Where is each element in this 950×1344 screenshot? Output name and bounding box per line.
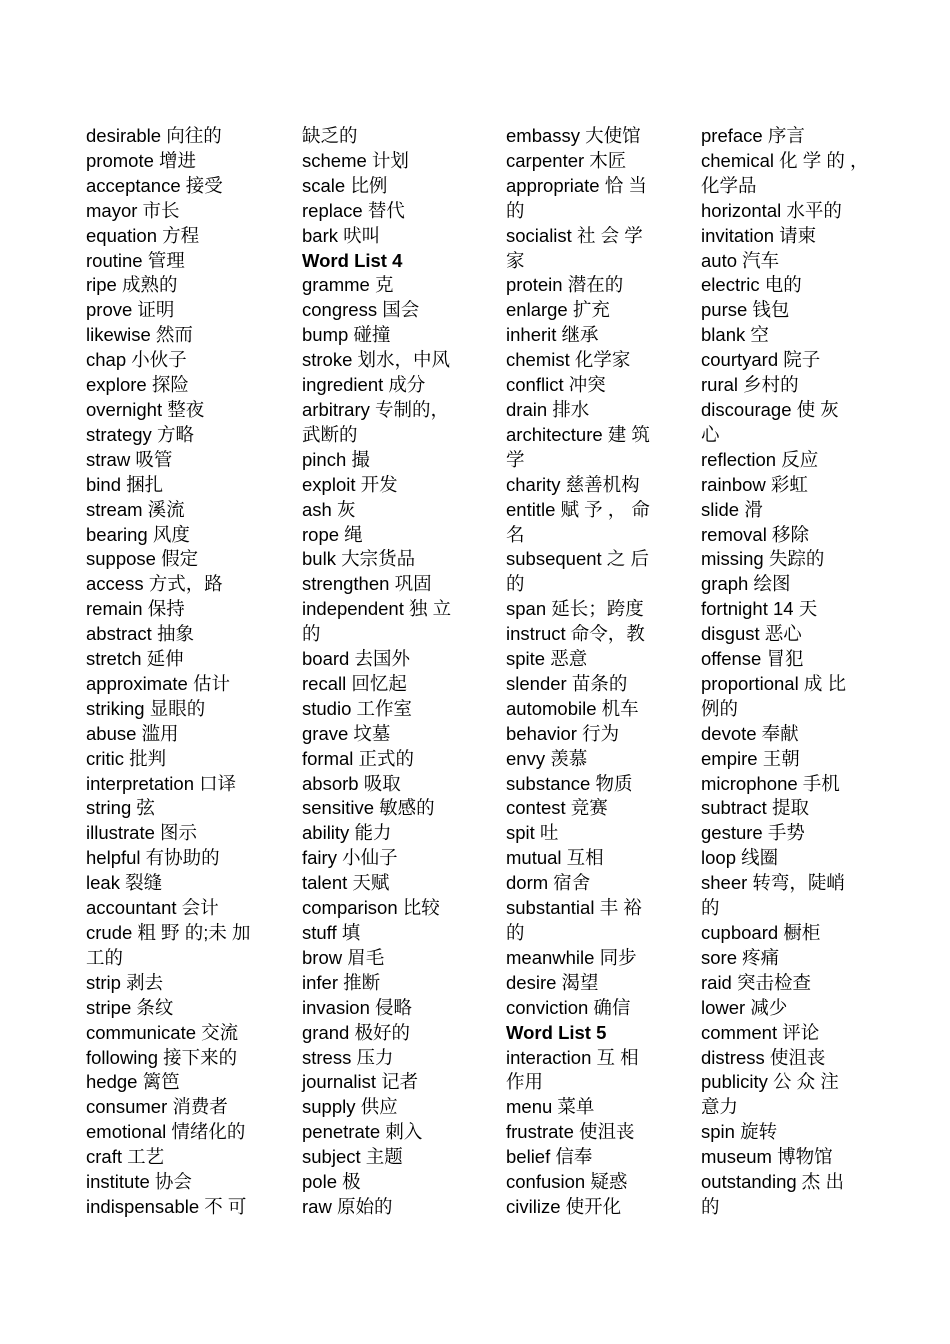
vocab-entry: chap 小伙子 [86,349,187,371]
vocab-entry: talent 天赋 [302,872,390,894]
vocab-entry: confusion 疑惑 [506,1171,628,1193]
vocab-entry: comparison 比较 [302,897,440,919]
vocab-entry: publicity 公 众 注 [701,1071,839,1093]
vocab-entry: critic 批判 [86,747,167,769]
vocab-entry: chemical 化 学 的 ， [701,149,869,171]
vocab-entry: explore 探险 [86,374,189,396]
vocab-entry: stretch 延伸 [86,648,184,670]
vocab-entry: devote 奉献 [701,722,799,744]
vocab-entry: distress 使沮丧 [701,1046,826,1068]
vocab-entry: rope 绳 [302,523,363,545]
vocab-entry: craft 工艺 [86,1146,165,1168]
vocab-entry: grand 极好的 [302,1021,410,1043]
vocab-entry: indispensable 不 可 [86,1195,247,1217]
vocab-entry: bark 吠叫 [302,224,381,246]
vocab-entry: charity 慈善机构 [506,473,640,495]
vocab-entry: stress 压力 [302,1046,394,1068]
vocab-entry: arbitrary 专制的， [302,398,449,420]
vocab-entry: prove 证明 [86,299,175,321]
vocab-entry: mayor 市长 [86,199,180,221]
vocab-entry: interaction 互 相 [506,1046,639,1068]
vocab-entry: independent 独 立 [302,598,452,620]
vocab-entry: graph 绘图 [701,573,791,595]
vocab-entry: stream 溪流 [86,498,185,520]
vocab-entry: civilize 使开化 [506,1195,622,1217]
vocab-entry: suppose 假定 [86,548,199,570]
vocab-entry: scale 比例 [302,174,388,196]
vocab-entry: pole 极 [302,1171,361,1193]
vocab-entry: contest 竞赛 [506,797,608,819]
vocab-entry: loop 线圈 [701,847,779,869]
vocab-entry: missing 失踪的 [701,548,825,570]
vocab-entry: removal 移除 [701,523,809,545]
vocab-entry: conflict 冲突 [506,374,606,396]
vocab-entry: crude 粗 野 的;未 加 [86,922,251,943]
vocab-entry: slender 苗条的 [506,672,628,694]
vocab-entry: subsequent 之 后 [506,548,649,570]
vocab-entry: 化学品 [701,174,757,196]
vocab-entry: likewise 然而 [86,324,193,346]
vocab-entry: routine 管理 [86,249,185,271]
vocab-entry: invasion 侵略 [302,996,413,1018]
vocab-entry: 的 [506,573,525,595]
vocab-entry: recall 回忆起 [302,672,407,694]
vocab-entry: rural 乡村的 [701,374,799,396]
vocab-entry: stuff 填 [302,922,361,943]
vocab-entry: span 延长；跨度 [506,598,644,620]
vocab-entry: gesture 手势 [701,822,805,844]
vocab-entry: 武断的 [302,423,358,445]
vocab-entry: scheme 计划 [302,149,409,171]
vocab-entry: slide 滑 [701,498,763,520]
vocab-entry: substantial 丰 裕 [506,897,642,919]
vocab-entry: following 接下来的 [86,1046,238,1068]
vocab-entry: mutual 互相 [506,847,604,869]
vocab-entry: string 弦 [86,797,155,819]
vocab-entry: 的 [701,1195,720,1217]
vocab-entry: 家 [506,249,525,271]
vocab-entry: access 方式，路 [86,573,223,595]
vocab-entry: bearing 风度 [86,523,190,545]
vocab-entry: ash 灰 [302,498,356,520]
vocab-entry: strengthen 巩固 [302,573,432,595]
vocab-entry: empire 王朝 [701,747,800,769]
vocab-entry: fairy 小仙子 [302,847,398,869]
vocab-entry: penetrate 刺入 [302,1121,423,1143]
vocab-entry: raw 原始的 [302,1195,393,1217]
vocab-entry: lower 减少 [701,996,788,1018]
vocab-entry: preface 序言 [701,125,805,146]
vocab-entry: menu 菜单 [506,1096,595,1118]
vocab-entry: 心 [701,423,720,445]
vocab-entry: meanwhile 同步 [506,946,637,968]
vocab-entry: 的 [506,922,525,943]
vocab-entry: frustrate 使沮丧 [506,1121,635,1143]
vocab-entry: bulk 大宗货品 [302,548,416,570]
vocab-entry: envy 羡慕 [506,747,588,769]
vocab-entry: interpretation 口译 [86,772,237,794]
vocab-entry: appropriate 恰 当 [506,174,647,196]
vocab-entry: subject 主题 [302,1146,403,1168]
vocab-entry: stripe 条纹 [86,996,174,1018]
vocab-entry: stroke 划水，中风 [302,349,451,371]
vocab-entry: journalist 记者 [302,1071,419,1093]
vocab-entry: disgust 恶心 [701,623,802,645]
vocab-entry: comment 评论 [701,1021,820,1043]
vocab-entry: chemist 化学家 [506,349,631,371]
vocab-entry: inherit 继承 [506,324,599,346]
vocab-entry: brow 眉毛 [302,946,385,968]
vocab-entry: communicate 交流 [86,1021,239,1043]
vocab-entry: studio 工作室 [302,697,413,719]
vocab-entry: substance 物质 [506,772,633,794]
vocab-entry: supply 供应 [302,1096,398,1118]
vocab-entry: abuse 滥用 [86,722,179,744]
vocab-entry: belief 信奉 [506,1146,593,1168]
vocab-entry: microphone 手机 [701,772,840,794]
vocab-entry: equation 方程 [86,224,200,246]
vocab-entry: pinch 撮 [302,448,370,470]
word-list-heading: Word List 5 [506,1021,607,1043]
vocab-entry: desire 渴望 [506,971,599,993]
vocab-entry: 例的 [701,697,739,719]
vocab-entry: auto 汽车 [701,249,780,271]
vocab-entry: acceptance 接受 [86,174,223,196]
vocab-entry: congress 国会 [302,299,420,321]
vocab-entry: ripe 成熟的 [86,274,178,296]
vocab-entry: embassy 大使馆 [506,125,641,146]
vocab-entry: drain 排水 [506,398,590,420]
vocab-entry: outstanding 杰 出 [701,1171,844,1193]
vocab-entry: socialist 社 会 学 [506,224,643,246]
vocab-entry: leak 裂缝 [86,872,163,894]
vocab-entry: exploit 开发 [302,473,398,495]
vocab-entry: sheer 转弯，陡峭 [701,872,845,894]
vocab-entry: carpenter 木匠 [506,149,627,171]
vocab-entry: 作用 [506,1071,544,1093]
vocab-entry: board 去国外 [302,648,410,670]
vocab-entry: 缺乏的 [302,125,358,146]
vocab-entry: purse 钱包 [701,299,790,321]
vocab-entry: strategy 方略 [86,423,194,445]
vocab-entry: 工的 [86,946,124,968]
vocab-entry: entitle 赋 予 ， 命 [506,498,650,520]
column-4 [701,124,873,1220]
vocab-entry: ability 能力 [302,822,392,844]
vocab-entry: 意力 [701,1096,739,1118]
vocab-entry: sore 疼痛 [701,946,780,968]
vocab-entry: reflection 反应 [701,448,819,470]
vocab-entry: 名 [506,523,525,545]
vocab-entry: rainbow 彩虹 [701,473,808,495]
vocab-entry: proportional 成 比 [701,672,846,694]
vocab-entry: courtyard 院子 [701,349,821,371]
vocab-entry: overnight 整夜 [86,398,205,420]
vocab-entry: spite 恶意 [506,648,588,670]
vocab-entry: abstract 抽象 [86,623,194,645]
vocab-entry: 的 [506,199,525,221]
vocab-entry: desirable 向往的 [86,125,222,146]
vocab-entry: behavior 行为 [506,722,620,744]
vocab-entry: straw 吸管 [86,448,173,470]
vocab-entry: institute 协会 [86,1171,192,1193]
vocab-entry: helpful 有协助的 [86,847,220,869]
vocab-entry: blank 空 [701,324,769,346]
column-3 [506,124,668,1220]
vocab-entry: promote 增进 [86,149,197,171]
vocab-entry: horizontal 水平的 [701,199,842,221]
vocab-entry: architecture 建 筑 [506,423,650,445]
vocab-entry: infer 推断 [302,971,381,993]
vocab-entry: replace 替代 [302,199,405,221]
vocab-entry: subtract 提取 [701,797,809,819]
vocab-entry: invitation 请柬 [701,224,817,246]
vocab-entry: remain 保持 [86,598,185,620]
vocab-entry: discourage 使 灰 [701,398,839,420]
vocab-entry: absorb 吸取 [302,772,401,794]
vocab-entry: striking 显眼的 [86,697,206,719]
vocab-entry: gramme 克 [302,274,394,296]
vocab-entry: 的 [701,897,720,919]
vocab-entry: offense 冒犯 [701,648,804,670]
vocab-entry: emotional 情绪化的 [86,1121,246,1143]
vocab-entry: spit 吐 [506,822,559,844]
vocab-entry: conviction 确信 [506,996,631,1018]
column-2 [302,124,474,1220]
vocab-entry: instruct 命令，教 [506,623,645,645]
vocab-entry: grave 坟墓 [302,722,391,744]
vocab-entry: bump 碰撞 [302,324,391,346]
vocab-entry: consumer 消费者 [86,1096,228,1118]
vocab-entry: protein 潜在的 [506,274,624,296]
vocab-entry: spin 旋转 [701,1121,778,1143]
vocab-entry: 学 [506,448,525,470]
vocab-entry: approximate 估计 [86,672,230,694]
vocab-entry: fortnight 14 天 [701,598,818,620]
vocab-entry: 的 [302,623,321,645]
vocab-entry: automobile 机车 [506,697,639,719]
vocab-entry: raid 突击检查 [701,971,811,993]
vocab-entry: museum 博物馆 [701,1146,833,1168]
vocab-entry: hedge 篱笆 [86,1071,180,1093]
vocab-entry: strip 剥去 [86,971,164,993]
word-list-heading: Word List 4 [302,249,403,271]
vocab-entry: dorm 宿舍 [506,872,591,894]
vocab-entry: formal 正式的 [302,747,415,769]
vocab-entry: bind 捆扎 [86,473,164,495]
vocab-entry: sensitive 敏感的 [302,797,435,819]
column-1 [86,124,276,1220]
vocab-entry: enlarge 扩充 [506,299,610,321]
vocab-entry: illustrate 图示 [86,822,198,844]
vocab-entry: accountant 会计 [86,897,219,919]
vocab-entry: cupboard 橱柜 [701,922,821,943]
vocab-entry: electric 电的 [701,274,802,296]
vocab-entry: ingredient 成分 [302,374,426,396]
